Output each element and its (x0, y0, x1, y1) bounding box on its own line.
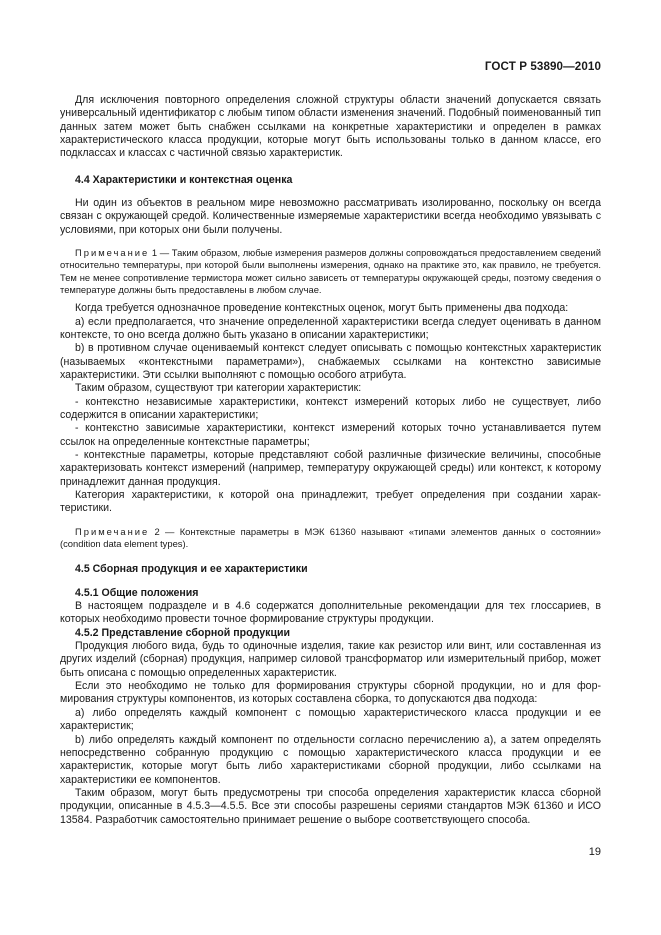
note-text: 1 — Таким образом, любые измерения размеров должны сопровождаться предоставлением сведений относительно температуры, при которой были выполнены измерения, однако на практике это, как правило, не требуется. Тем не менее сопротивление термистора может сильно зависеть от температуры окружающей среды, поэтому сведения о температуре должны быть предоставлены в любом случае. (60, 247, 601, 295)
note-label: Примечание (75, 247, 150, 259)
paragraph: Если это необходимо не только для формирования структуры сборной продукции, но и для формирования структуры компонентов, из которых составлена сборка, то допускаются два подхода: (60, 680, 601, 706)
subsection-heading-4-5-2: 4.5.2 Представление сборной продукции (75, 626, 290, 639)
list-item: b) либо определять каждый компонент по отдельности согласно перечислению а), а затем определять непосредственно собранную продукцию с помощью характеристического класса продукции и ее характеристик, которые могут быть либо характеристиками сборной продукции, либо ссылками на характеристики ее компонентов. (60, 733, 601, 786)
list-item: а) если предполагается, что значение определенной характеристики всегда следует оценивать в данном контексте, то оно всегда должно быть указано в описании характеристики; (60, 315, 601, 341)
paragraph: В настоящем подразделе и в 4.6 содержатся дополнительные рекомендации для тех глоссариев, в которых необходимо провести точное формирование структуры продукции. (60, 600, 601, 626)
paragraph: Продукция любого вида, будь то одиночные изделия, такие как резистор или винт, или составленная из других изделий (сборная) продукция, например силовой трансформатор или измерительный прибор, может быть описана с помощью определенных характеристик. (60, 640, 601, 679)
document-header: ГОСТ Р 53890—2010 (484, 60, 601, 73)
note-text: 2 — Контекстные параметры в МЭК 61360 называют «типами элементов данных о состоянии» (condition data element types). (60, 525, 601, 550)
list-item: b) в противном случае оцениваемый контекст следует описывать с помощью контекстных характеристик (называемых «контекстными параметрами»), снабжаемых ссылками на контекстно зависимые характеристики. Эти ссылки выполняют с помощью особого атрибута. (60, 342, 601, 381)
section-heading-4-5: 4.5 Сборная продукция и ее характеристики (75, 563, 308, 576)
list-item: - контекстно зависимые характеристики, контекст измерений которых точно устанавливается путем ссылок на определенные контекстные параметры; (60, 422, 601, 448)
page-number: 19 (588, 846, 601, 858)
note-label: Примечание (75, 525, 150, 537)
document-body (60, 94, 601, 827)
paragraph: Ни один из объектов в реальном мире невозможно рассматривать изолированно, поскольку он всегда связан с окружающей средой. Количественные измеряемые характеристики всегда необходимо увязывать с условиями, при которых они были получены. (60, 197, 601, 236)
section-heading-4-4: 4.4 Характеристики и контекстная оценка (75, 173, 293, 186)
subsection-heading-4-5-1: 4.5.1 Общие положения (75, 586, 199, 599)
list-item: - контекстные параметры, которые представляют собой различные физические величины, способные характеризовать контекст измерений (например, температуру окружающей среды) или контекст, к которому принадлежит данная продукция. (60, 449, 601, 488)
note-2 (60, 526, 601, 551)
paragraph: Таким образом, могут быть предусмотрены три способа определения характеристик класса сборной продукции, описанные в 4.5.3—4.5.5. Все эти способы разрешены сериями стандартов МЭК 61360 и ИСО 13584. Разработчик самостоятельно принимает решение о выборе соответствующего способа. (60, 786, 601, 826)
paragraph: Категория характеристики, к которой она принадлежит, требует определения при создании характеристики. (60, 489, 601, 515)
paragraph: Для исключения повторного определения сложной структуры области значений допускается связать универсальный идентификатор с любым типом области изменения значений. Подобный поименованный тип данных затем может быть снабжен ссылками на конкретные характеристики и определен в рамках характеристического класса продукции, которые могут быть использованы только в данном классе, его подклассах и классах с частичной связью характеристик. (60, 94, 601, 160)
paragraph: Таким образом, существуют три категории характеристик: (75, 382, 362, 395)
note-1 (60, 247, 601, 296)
list-item: - контекстно независимые характеристики, контекст измерений которых либо не существует, либо содержится в описании характеристики; (60, 395, 601, 422)
list-item: а) либо определять каждый компонент с помощью характеристического класса продукции и ее характеристик; (60, 706, 601, 733)
paragraph: Когда требуется однозначное проведение контекстных оценок, могут быть применены два подхода: (75, 302, 569, 315)
